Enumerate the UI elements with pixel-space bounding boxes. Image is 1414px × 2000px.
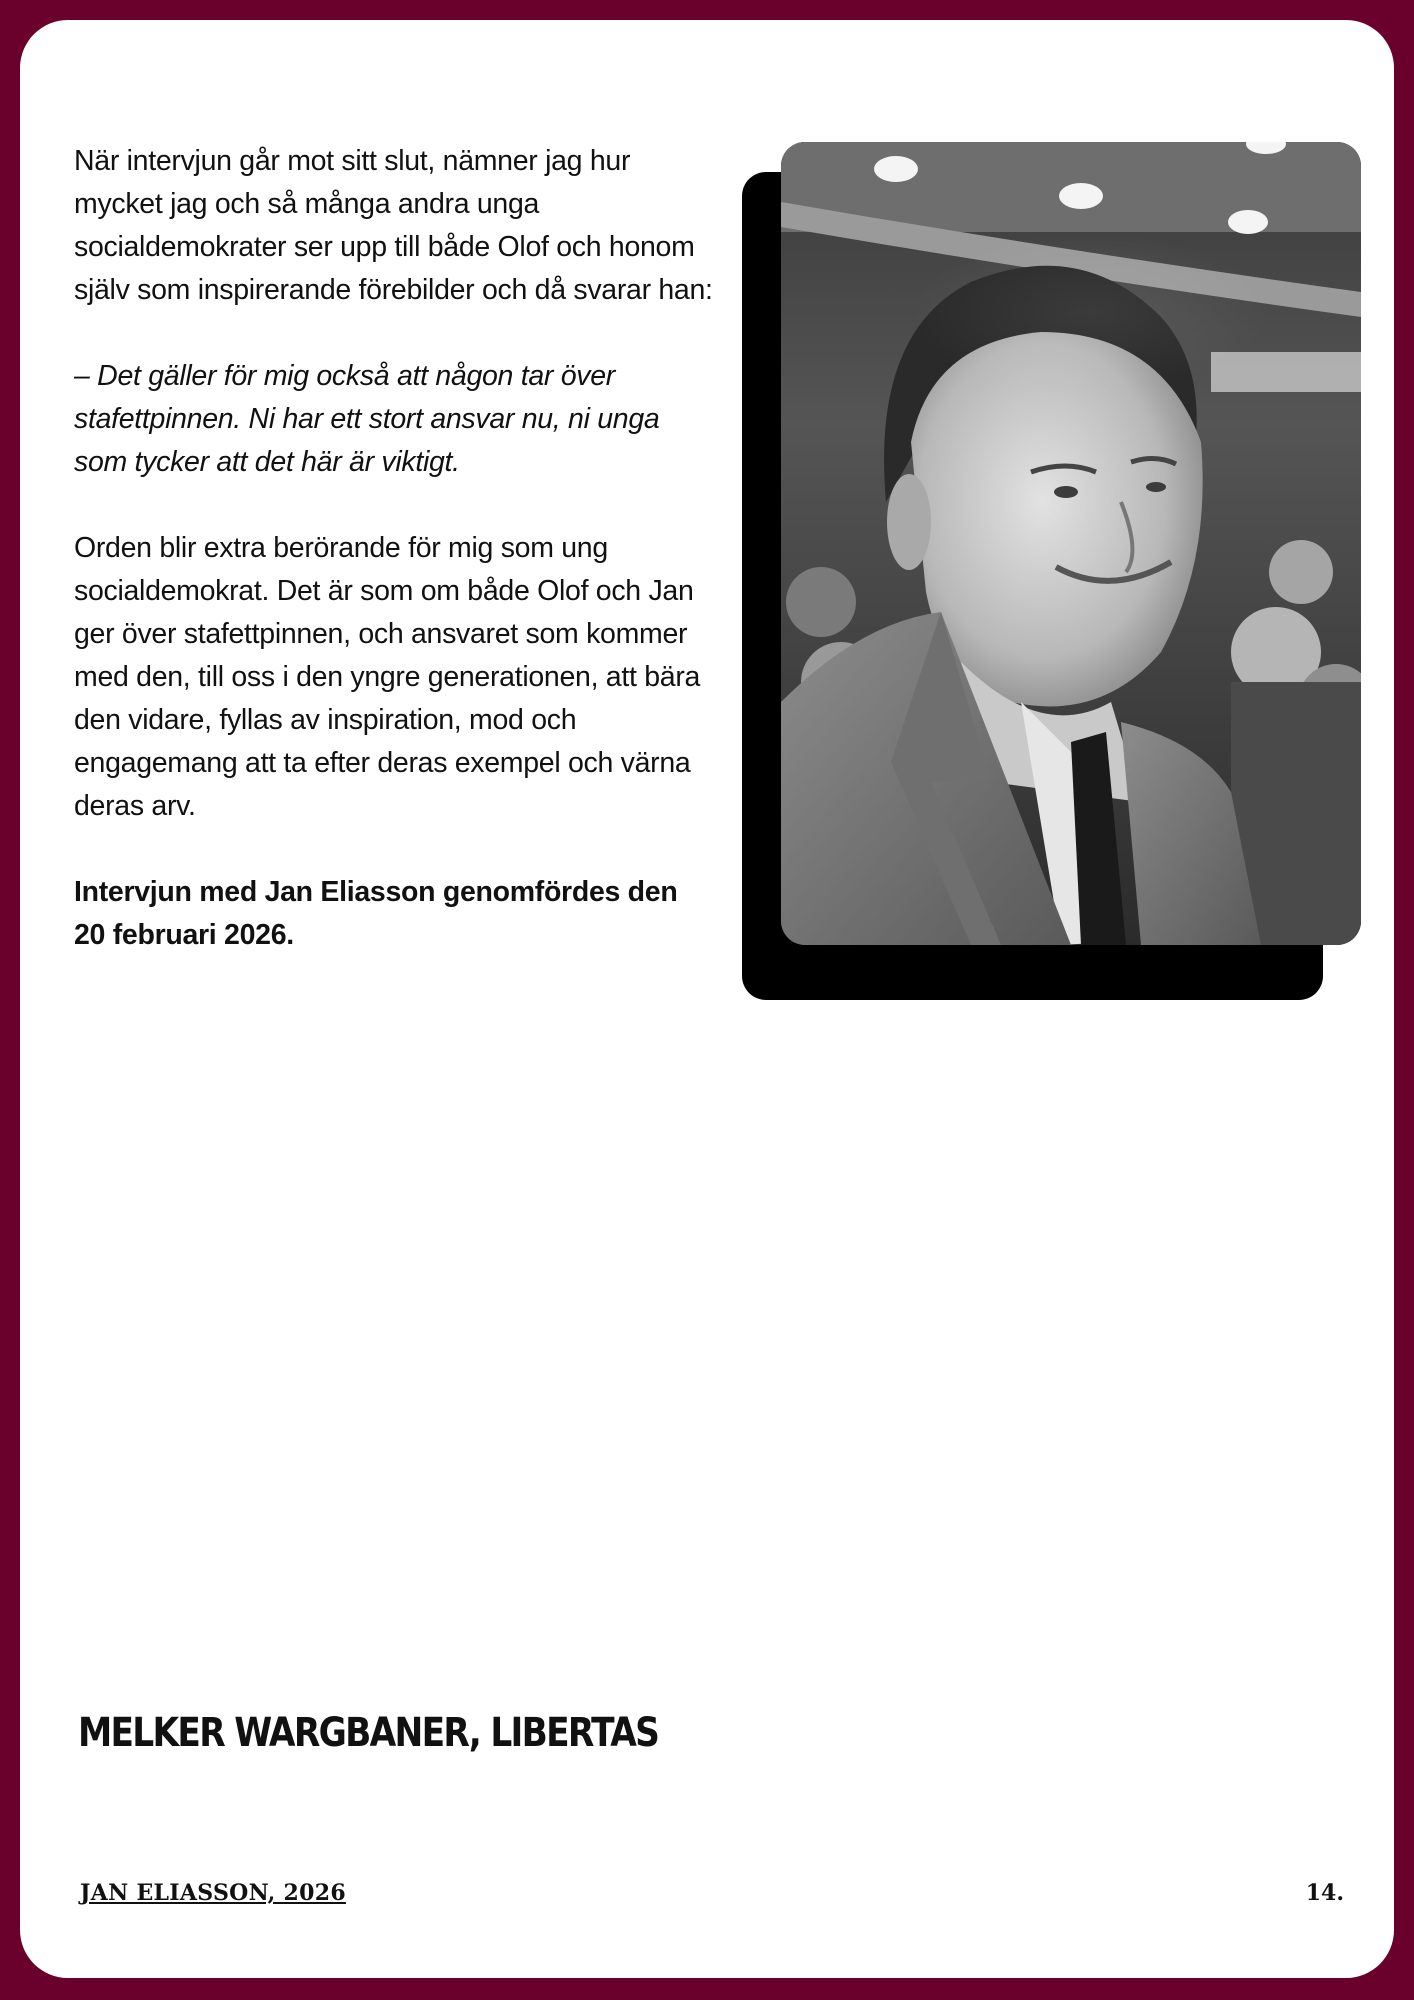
interview-credit: Intervjun med Jan Eliasson genomfördes den 20 februari 2026. bbox=[74, 876, 678, 951]
page bbox=[20, 20, 1394, 1978]
paragraph-2: Orden blir extra berörande för mig som ung socialdemokrat. Det är som om både Olof och Jan ger över stafettpinnen, och ansvaret som kommer med den, till oss i den yngre generationen, att bära den vidare, fyllas av inspiration, mod och engagemang att ta efter deras exempel och värna deras arv. bbox=[74, 532, 701, 822]
portrait-photo bbox=[781, 142, 1361, 945]
author-byline: MELKER WARGBANER, LIBERTAS bbox=[78, 1710, 659, 1756]
quote: – Det gäller för mig också att någon tar över stafettpinnen. Ni har ett stort ansvar nu, ni unga som tycker att det här är viktigt. bbox=[74, 360, 660, 478]
paragraph-1: När intervjun går mot sitt slut, nämner jag hur mycket jag och så många andra unga socialdemokrater ser upp till både Olof och honom själv som inspirerande förebilder och då svarar han: bbox=[74, 145, 713, 306]
article-text bbox=[74, 140, 714, 957]
page-number: 14. bbox=[1305, 1880, 1344, 1906]
footer-title: JAN ELIASSON, 2026 bbox=[80, 1880, 346, 1906]
